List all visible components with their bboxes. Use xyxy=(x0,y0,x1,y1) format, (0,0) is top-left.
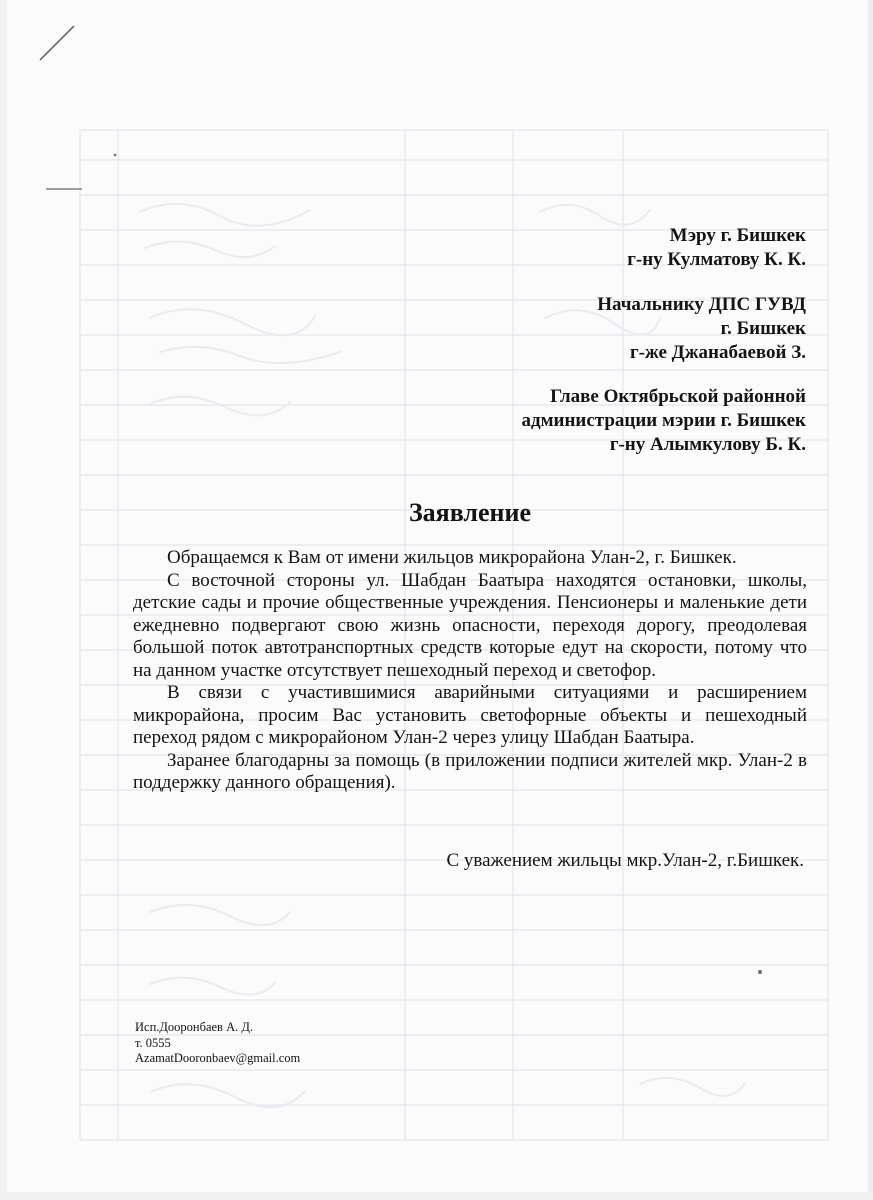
addressee-mayor xyxy=(627,224,806,272)
dash-mark xyxy=(46,186,82,192)
scan-bottom-edge xyxy=(0,1192,873,1200)
phone-number: т. 0555 xyxy=(135,1035,171,1050)
email-address: AzamatDooronbaev@gmail.com xyxy=(135,1051,301,1065)
pen-stroke-mark xyxy=(36,22,78,64)
addressee-line: Мэру г. Бишкек xyxy=(669,225,806,246)
addressee-district-administration xyxy=(521,385,806,457)
body-paragraph: Обращаемся к Вам от имени жильцов микрорайона Улан-2, г. Бишкек. xyxy=(167,547,737,568)
contact-block xyxy=(135,1020,300,1067)
body-paragraph: В связи с участившимися аварийными ситуациями и расширением микрорайона, просим Вас установить светофорные объекты и пешеходный переход рядом с микрорайоном Улан-2 через улицу Шабдан Баатыра. xyxy=(133,682,807,748)
executor-name: Исп.Дооронбаев А. Д. xyxy=(135,1020,254,1034)
statement-body xyxy=(133,547,807,795)
addressee-line: г-ну Кулматову К. К. xyxy=(627,249,806,270)
addressee-line: г. Бишкек xyxy=(720,318,806,339)
addressee-line: Главе Октябрьской районной xyxy=(550,386,806,407)
addressee-line: администрации мэрии г. Бишкек xyxy=(521,410,806,431)
body-paragraph: Заранее благодарны за помощь (в приложении подписи жителей мкр. Улан-2 в поддержку данного обращения). xyxy=(133,749,807,793)
dot-mark-right xyxy=(756,968,764,976)
addressee-line: г-же Джанабаевой З. xyxy=(629,342,806,363)
scan-left-edge xyxy=(0,0,7,1200)
document-title: Заявление xyxy=(408,498,532,527)
body-paragraph: С восточной стороны ул. Шабдан Баатыра находятся остановки, школы, детские сады и прочие общественные учреждения. Пенсионеры и маленькие дети ежедневно подвергают свою жизнь опасности, переходя дорогу, преодолевая большой поток автотранспортных средств которые едут на скорости, потому что на данном участке отсутствует пешеходный переход и светофор. xyxy=(133,569,807,681)
addressee-line: Начальнику ДПС ГУВД xyxy=(597,294,806,315)
closing-signature: С уважением жильцы мкр.Улан-2, г.Бишкек. xyxy=(446,850,804,871)
scan-right-edge xyxy=(868,0,873,1200)
addressee-line: г-ну Алымкулову Б. К. xyxy=(609,434,806,455)
addressee-traffic-police xyxy=(597,293,806,365)
dot-mark xyxy=(112,152,118,158)
